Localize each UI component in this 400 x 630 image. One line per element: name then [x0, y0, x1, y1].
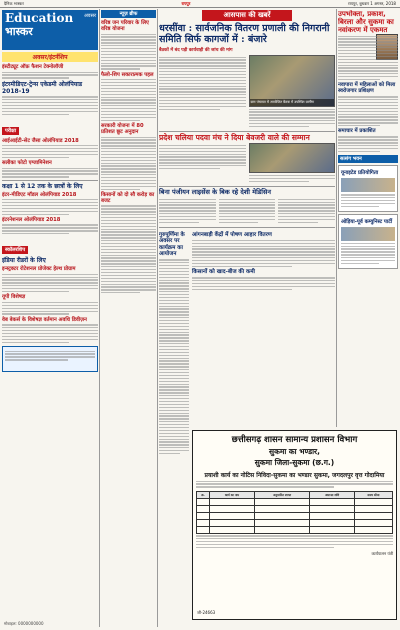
section-label: सत्संग भवन	[338, 155, 398, 163]
article-headline: किसानों को दो सौ करोड़ का बजट	[101, 191, 155, 204]
article-headline: समाचार में प्रकाशित	[338, 128, 376, 135]
article-headline: प्रदेश चलिया पदवा मंच ने दिया बेवजरी वाले की सम्मान	[159, 132, 310, 142]
section-band: अवसर/इंटर्नशिप	[2, 52, 98, 62]
news-photo	[249, 143, 336, 173]
edition-name: रायपुर	[181, 0, 191, 6]
brand-bhaskar: भास्कर	[5, 25, 33, 38]
news-box	[338, 214, 398, 269]
article-body	[2, 324, 98, 343]
article-body	[159, 143, 335, 183]
table-row	[197, 526, 393, 533]
notice-department: छत्तीसगढ़ शासन सामान्य प्रशासन विभाग	[231, 435, 358, 445]
divider	[2, 180, 98, 181]
column-rule	[336, 9, 337, 427]
article-body	[2, 96, 98, 115]
table-header-cell: अनुमानित लागत	[254, 491, 310, 498]
brand-education: Education	[5, 11, 74, 25]
divider	[159, 227, 335, 228]
article-headline: किसानों को खाद-बीज की कमी	[192, 269, 255, 276]
table-header-cell: क्र.	[197, 491, 210, 498]
article-headline: इंटर-मीडिएट मॉडल ओलंपियाड 2018	[2, 191, 77, 198]
article-headline: फैलो-शिप सकारात्मक पहल	[101, 71, 154, 78]
section-label: परीक्षा	[2, 127, 19, 135]
right-news-column	[338, 10, 398, 428]
article-body	[159, 197, 335, 225]
article-body	[101, 205, 156, 293]
lower-stories	[159, 230, 335, 456]
article-headline: सलीका फोटो एग्जामिनेशन	[2, 159, 52, 166]
article-headline: ओड़िया-पूर्व कम्युनिस्ट पार्टी	[341, 218, 393, 225]
article-body	[2, 168, 98, 178]
education-bhaskar-masthead	[2, 10, 98, 50]
article-body	[2, 274, 98, 293]
article-body	[2, 72, 98, 79]
article-body	[2, 224, 98, 234]
article-body	[2, 199, 98, 215]
article-headline: वेब बेकर्स के विशेषज्ञ वर्तमान अवधि डिवीज़न	[2, 316, 87, 323]
table-row	[197, 505, 393, 512]
article-body	[338, 136, 398, 152]
table-row	[197, 512, 393, 519]
education-column	[2, 10, 98, 628]
notice-district: सुकमा जिला-सुकमा (छ.ग.)	[254, 458, 335, 467]
article-headline: वरिष्ठ जन परिवार के लिए वरिष्ठ योजना	[101, 20, 149, 32]
article-headline: इंडिया रीडरों के लिए	[2, 257, 46, 265]
lead-headline: धरसींवा : सार्वजनिक वितरण प्रणाली की निगरानी समिति सिर्फ कागजों में : बंजारे	[159, 23, 330, 45]
lead-subheadline: बैठकों में बंद पड़ी कार्यवाही की जांच की मांग	[159, 48, 233, 53]
table-row	[197, 519, 393, 526]
photo-caption: ग्राम पंचायत में आयोजित बैठक में उपस्थित ग्रामीण	[250, 99, 335, 106]
government-tender-notice	[192, 430, 397, 620]
section-kicker: आसपास की खबरें	[202, 10, 292, 21]
article-headline: नवापारा में महिलाओं को मिला स्वरोजगार प्रशिक्षण	[338, 82, 396, 95]
news-photo	[249, 55, 336, 107]
table-header-cell: कार्य का नाम	[210, 491, 255, 498]
masthead-left: दैनिक भास्कर	[4, 0, 24, 6]
article-headline: कक्षा 1 से 12 तक के छात्रों के लिए	[2, 182, 83, 190]
page-header-strip	[0, 0, 400, 8]
news-box	[338, 165, 398, 211]
article-headline: इंस्टीट्यूट ऑफ़ फैशन टेक्नोलॉजी	[2, 64, 64, 70]
news-thumbnail	[341, 178, 395, 192]
article-body	[101, 79, 156, 121]
notice-body	[196, 535, 393, 548]
notice-body	[196, 481, 393, 488]
article-body	[101, 137, 156, 190]
column-heading: न्यूज़ ब्रीफ	[101, 10, 156, 18]
column-rule	[157, 9, 158, 627]
article-body	[2, 302, 98, 315]
advertisement-box	[2, 346, 98, 372]
lead-story-body	[159, 55, 335, 129]
notice-number: जी-24663	[197, 610, 216, 615]
article-headline: इन्स्ट्रक्टर रोटेशनल प्रोजेक्ट हेल्थ प्रोग्राम	[2, 266, 76, 273]
article-headline: गुरुपूर्णिमा के अवसर पर कार्यक्रम का आयोजन	[159, 231, 185, 258]
article-body	[101, 34, 156, 70]
notice-office: सुकमा का भण्डार,	[269, 447, 320, 456]
notice-title: प्रयाशी कार्य का नोटिस निविदा-सुकमा का भण्डार सुकमा, जगदलपुर वृत्त गोदामिया	[204, 472, 385, 479]
table-row	[197, 498, 393, 505]
column-rule	[99, 9, 100, 627]
news-thumbnail	[341, 227, 395, 241]
divider	[159, 186, 335, 187]
article-headline: आंगनबाड़ी केंद्रों में पोषण आहार वितरण	[192, 231, 272, 238]
article-headline: आईआईटी-सेट जैसा ओलंपियाड 2018	[2, 137, 79, 144]
edition-date: रायपुर, बुधवार 1 अगस्त, 2018	[347, 0, 396, 6]
table-header-cell: समय सीमा	[354, 491, 392, 498]
article-headline: यूपी विशेषज्ञ	[2, 294, 26, 301]
divider	[159, 131, 335, 132]
article-headline: इंटरनेशनल ओलंपियाड 2018	[2, 216, 61, 223]
article-headline: यूनाइटेड प्रतियोगिता	[341, 170, 379, 177]
news-brief-column	[101, 10, 156, 628]
page-footer: मोबाइल: 0000000000	[4, 621, 44, 626]
notice-signatory: कार्यपालन यंत्री	[371, 551, 393, 557]
section-label: स्कॉलरशिप	[2, 246, 28, 254]
article-headline: सरकारी योजना में 80 प्रतिशत छूट अनुदान	[101, 122, 144, 135]
article-headline: उपभोक्ता, प्रकाश, बिरला और सुकमा का नवांकरण में एकमत	[338, 10, 394, 34]
article-headline: बिना पंजीयन लाइसेंस के बिक रहे देशी मेडिसिन	[159, 187, 271, 196]
article-body	[338, 96, 398, 126]
table-header-cell: अमानत राशि	[310, 491, 354, 498]
article-body	[2, 145, 98, 158]
brand-tagline: अवसर	[83, 13, 96, 19]
table-header-row	[197, 491, 393, 498]
article-headline: इंटरमीडिएट-ट्रेन्स एकेडमी ओलंपियाड 2018-19	[2, 80, 83, 95]
article-body	[338, 36, 398, 81]
notice-table	[196, 491, 393, 534]
